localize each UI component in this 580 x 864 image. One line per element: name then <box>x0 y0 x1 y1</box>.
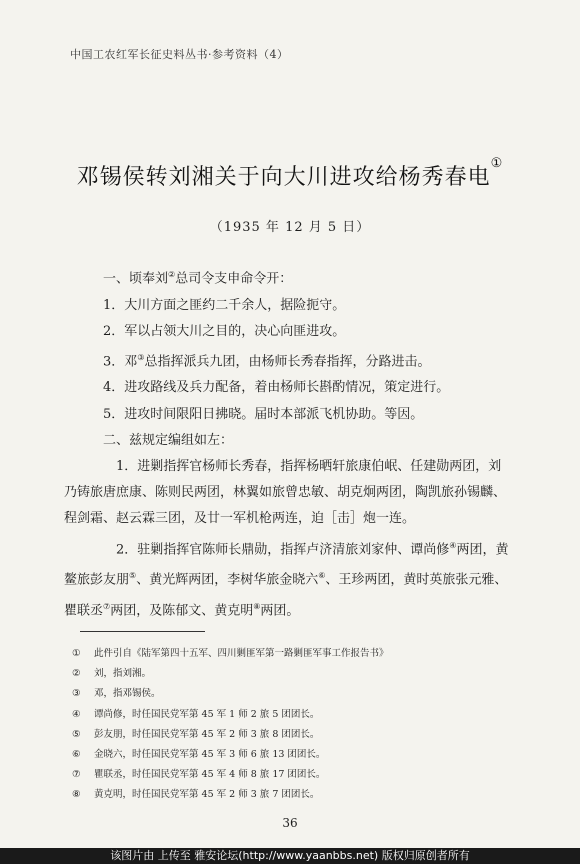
running-header: 中国工农红军长征史料丛书·参考资料（4） <box>70 48 289 61</box>
footnote-text: 刘，指刘湘。 <box>94 668 152 680</box>
footnote-mark[interactable]: ⑧ <box>253 601 261 611</box>
footnote-text: 黄克明，时任国民党军第 45 军 2 师 3 旅 7 团团长。 <box>94 789 320 801</box>
footnote-item <box>72 705 512 725</box>
footnote-text: 瞿联丞，时任国民党军第 45 军 4 师 8 旅 17 团团长。 <box>94 769 326 781</box>
text-span: 两团，黄鳌旅彭友朋 <box>64 542 509 588</box>
text-span: 两团，及陈郁文、黄克明 <box>110 603 254 619</box>
paragraph-8 <box>64 454 512 533</box>
footnote-divider <box>80 631 205 632</box>
footnote-item <box>72 765 512 785</box>
footnote-number: ② <box>72 668 81 680</box>
footnote-number: ⑥ <box>72 749 81 761</box>
footnote-number: ⑤ <box>72 728 81 740</box>
title-text: 邓锡侯转刘湘关于向大川进攻给杨秀春电 <box>76 165 491 190</box>
text-span: 2．驻剿指挥官陈师长鼎勋，指挥卢济清旅刘家仲、谭尚修 <box>116 542 450 558</box>
text-span: 、王珍两团，黄时英旅张元雅、瞿联丞 <box>64 572 508 619</box>
text-span: 二、兹规定编组如左： <box>103 432 234 448</box>
text-span: 2．军以占领大川之目的，决心向匪进攻。 <box>103 323 346 339</box>
paragraph-6 <box>90 402 512 428</box>
document-title <box>0 156 580 191</box>
title-footnote-mark[interactable]: ① <box>490 156 504 171</box>
paragraph-2 <box>90 293 512 319</box>
footnote-text: 金晓六，时任国民党军第 45 军 3 师 6 旅 13 团团长。 <box>94 749 326 761</box>
text-span: 两团。 <box>260 603 300 619</box>
text-span: 5．进攻时间限阳日拂晓。届时本部派飞机协助。等因。 <box>103 406 424 422</box>
footnote-item <box>72 745 512 765</box>
footnotes <box>72 644 512 806</box>
paragraph-3 <box>90 319 512 345</box>
footnote-item <box>72 684 512 704</box>
footnote-item <box>72 785 512 805</box>
footnote-number: ③ <box>72 688 81 700</box>
paragraph-1 <box>90 262 512 293</box>
watermark-banner: 该图片由 上传至 雅安论坛(http://www.yaanbbs.net) 版权归原创者所有 <box>0 848 580 864</box>
footnote-mark[interactable]: ④ <box>449 540 457 550</box>
footnote-mark[interactable]: ② <box>168 270 176 279</box>
footnote-text: 邓，指邓锡侯。 <box>94 688 161 700</box>
text-span: 、黄光辉两团，李树华旅金晓六 <box>136 572 319 588</box>
text-span: 总指挥派兵九团，由杨师长秀春指挥，分路进击。 <box>144 354 431 370</box>
footnote-mark[interactable]: ⑥ <box>318 571 326 581</box>
footnote-number: ⑧ <box>72 789 81 801</box>
footnote-text: 此件引自《陆军第四十五军、四川剿匪军第一路剿匪军事工作报告书》 <box>94 648 389 659</box>
text-span: 3．邓 <box>103 354 138 370</box>
paragraph-5 <box>90 375 512 401</box>
paragraph-9 <box>64 533 512 625</box>
text-span: 1．大川方面之匪约二千余人，据险扼守。 <box>103 297 346 313</box>
footnote-mark[interactable]: ⑤ <box>129 571 137 581</box>
paragraph-4 <box>90 345 512 376</box>
footnote-text: 彭友朋，时任国民党军第 45 军 2 师 3 旅 8 团团长。 <box>94 728 320 740</box>
document-date: （1935 年 12 月 5 日） <box>209 220 371 235</box>
footnote-number: ④ <box>72 708 81 720</box>
footnote-text: 谭尚修，时任国民党军第 45 军 1 师 2 旅 5 团团长。 <box>94 708 320 720</box>
text-span: 总司令支申命令开： <box>175 271 293 287</box>
text-span: 一、顷奉刘 <box>103 271 169 287</box>
footnote-item <box>72 644 512 664</box>
footnote-number: ① <box>72 648 81 659</box>
text-span: 1．进剿指挥官杨师长秀春，指挥杨晒轩旅康伯岷、任建勋两团，刘乃铸旅唐庶康、陈则民两团，林翼如旅曾忠敏、胡克炯两团，陶凯旅孙锡麟、程剑霜、赵云霖三团，及廿一军机枪两连，迫［击］炮一连。 <box>64 459 507 527</box>
footnote-mark[interactable]: ③ <box>137 352 145 362</box>
text-span: 4．进攻路线及兵力配备，着由杨师长斟酌情况，策定进行。 <box>103 380 450 396</box>
page-number: 36 <box>282 816 298 830</box>
footnote-item <box>72 664 512 684</box>
paragraph-7 <box>90 428 512 454</box>
footnote-number: ⑦ <box>72 769 81 781</box>
footnote-mark[interactable]: ⑦ <box>103 601 111 611</box>
document-body <box>64 262 512 624</box>
footnote-item <box>72 725 512 745</box>
